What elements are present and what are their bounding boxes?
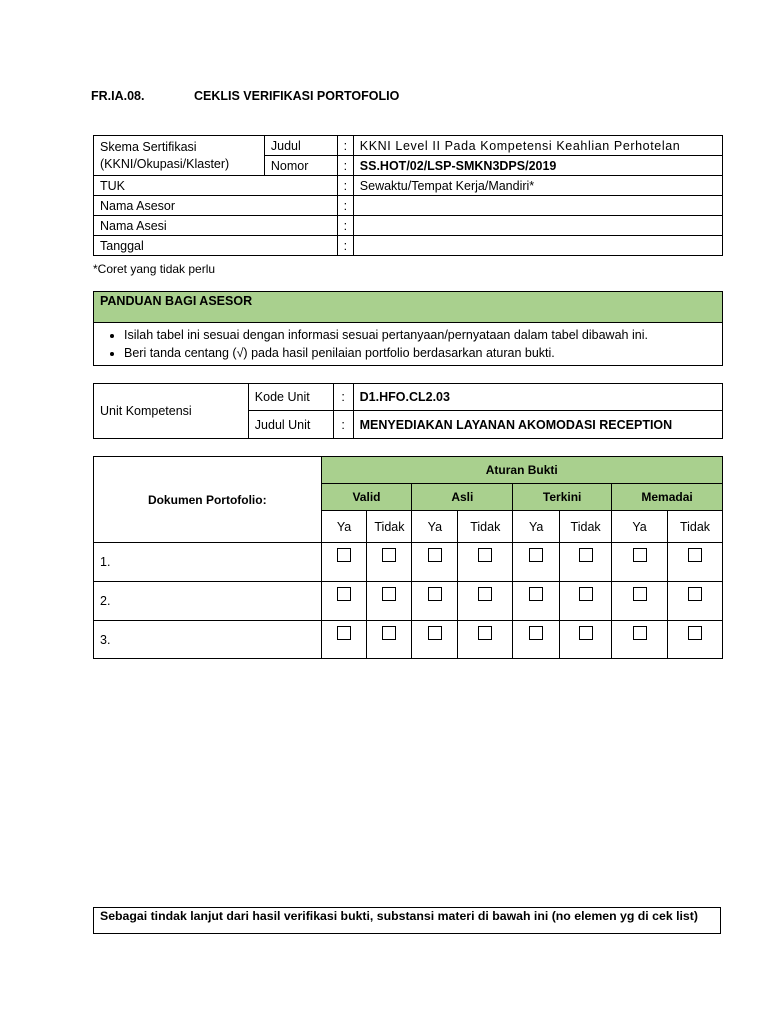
subheader-tidak-asli: Tidak [458, 511, 513, 543]
form-title: CEKLIS VERIFIKASI PORTOFOLIO [194, 89, 400, 103]
checkbox-asli-tidak[interactable] [478, 626, 492, 640]
checkbox-terkini-ya[interactable] [529, 626, 543, 640]
checkbox-memadai-ya[interactable] [633, 587, 647, 601]
check-cell [458, 543, 513, 582]
checkbox-valid-tidak[interactable] [382, 548, 396, 562]
doc-header: Dokumen Portofolio: [94, 457, 322, 543]
checkbox-memadai-tidak[interactable] [688, 548, 702, 562]
group-terkini: Terkini [513, 484, 612, 511]
check-cell [321, 582, 367, 621]
info-table [93, 135, 723, 256]
check-cell [612, 543, 668, 582]
tuk-label: TUK [94, 176, 338, 196]
group-valid: Valid [321, 484, 412, 511]
checkbox-valid-ya[interactable] [337, 626, 351, 640]
tanggal-label: Tanggal [94, 236, 338, 256]
colon: : [337, 156, 353, 176]
checkbox-terkini-ya[interactable] [529, 548, 543, 562]
check-cell [667, 582, 722, 621]
checkbox-terkini-tidak[interactable] [579, 548, 593, 562]
judul-value[interactable]: KKNI Level II Pada Kompetensi Keahlian Perhotelan [353, 136, 722, 156]
subheader-ya-asli: Ya [412, 511, 458, 543]
check-cell [612, 582, 668, 621]
asesor-value[interactable] [353, 196, 722, 216]
unit-label: Unit Kompetensi [94, 384, 249, 439]
unit-table [93, 383, 723, 439]
check-cell [367, 582, 412, 621]
skema-cell [94, 136, 265, 176]
check-cell [560, 621, 612, 659]
check-cell [412, 543, 458, 582]
check-cell [321, 543, 367, 582]
judul-unit-label: Judul Unit [248, 411, 333, 439]
checkbox-asli-tidak[interactable] [478, 587, 492, 601]
checkbox-terkini-tidak[interactable] [579, 587, 593, 601]
skema-sublabel: (KKNI/Okupasi/Klaster) [100, 156, 230, 171]
check-cell [458, 582, 513, 621]
panduan-list [100, 326, 716, 362]
check-cell [321, 621, 367, 659]
subheader-ya-terkini: Ya [513, 511, 560, 543]
footnote: *Coret yang tidak perlu [93, 262, 216, 276]
checkbox-memadai-ya[interactable] [633, 626, 647, 640]
nomor-value[interactable]: SS.HOT/02/LSP-SMKN3DPS/2019 [353, 156, 722, 176]
colon: : [333, 384, 353, 411]
nomor-label: Nomor [264, 156, 337, 176]
group-asli: Asli [412, 484, 513, 511]
colon: : [333, 411, 353, 439]
check-cell [513, 621, 560, 659]
followup-box [93, 907, 721, 934]
check-cell [367, 621, 412, 659]
check-cell [560, 543, 612, 582]
checkbox-asli-ya[interactable] [428, 626, 442, 640]
panduan-table [93, 291, 723, 366]
check-cell [412, 621, 458, 659]
row-number[interactable]: 2. [94, 582, 322, 621]
judul-unit-value[interactable]: MENYEDIAKAN LAYANAN AKOMODASI RECEPTION [353, 411, 722, 439]
checkbox-memadai-tidak[interactable] [688, 587, 702, 601]
row-number[interactable]: 3. [94, 621, 322, 659]
checkbox-valid-tidak[interactable] [382, 626, 396, 640]
checkbox-asli-ya[interactable] [428, 548, 442, 562]
subheader-tidak-memadai: Tidak [667, 511, 722, 543]
subheader-tidak-terkini: Tidak [560, 511, 612, 543]
colon: : [337, 196, 353, 216]
checkbox-terkini-ya[interactable] [529, 587, 543, 601]
tanggal-value[interactable] [353, 236, 722, 256]
check-cell [513, 582, 560, 621]
kode-unit-label: Kode Unit [248, 384, 333, 411]
colon: : [337, 216, 353, 236]
checkbox-memadai-tidak[interactable] [688, 626, 702, 640]
asesi-label: Nama Asesi [94, 216, 338, 236]
table-row [94, 621, 723, 659]
table-row [94, 543, 723, 582]
group-memadai: Memadai [612, 484, 723, 511]
row-number[interactable]: 1. [94, 543, 322, 582]
check-cell [458, 621, 513, 659]
checkbox-asli-ya[interactable] [428, 587, 442, 601]
subheader-ya-memadai: Ya [612, 511, 668, 543]
check-cell [667, 621, 722, 659]
panduan-body [94, 323, 723, 366]
check-cell [513, 543, 560, 582]
portfolio-table [93, 456, 723, 659]
followup-text: Sebagai tindak lanjut dari hasil verifikasi bukti, substansi materi di bawah ini (no elemen yg di cek list) [100, 909, 698, 923]
panduan-title: PANDUAN BAGI ASESOR [94, 292, 723, 323]
check-cell [367, 543, 412, 582]
subheader-tidak-valid: Tidak [367, 511, 412, 543]
table-row [94, 582, 723, 621]
checkbox-terkini-tidak[interactable] [579, 626, 593, 640]
check-cell [560, 582, 612, 621]
checkbox-valid-ya[interactable] [337, 587, 351, 601]
check-cell [667, 543, 722, 582]
asesi-value[interactable] [353, 216, 722, 236]
check-cell [412, 582, 458, 621]
checkbox-asli-tidak[interactable] [478, 548, 492, 562]
aturan-header: Aturan Bukti [321, 457, 722, 484]
check-cell [612, 621, 668, 659]
subheader-ya-valid: Ya [321, 511, 367, 543]
checkbox-memadai-ya[interactable] [633, 548, 647, 562]
panduan-item: • Beri tanda centang (√) pada hasil penilaian portfolio berdasarkan aturan bukti. [124, 344, 716, 362]
skema-label: Skema Sertifikasi [100, 139, 197, 154]
colon: : [337, 176, 353, 196]
colon: : [337, 236, 353, 256]
kode-unit-value[interactable]: D1.HFO.CL2.03 [353, 384, 722, 411]
form-code: FR.IA.08. [91, 89, 145, 103]
panduan-item: • Isilah tabel ini sesuai dengan informasi sesuai pertanyaan/pernyataan dalam tabel dibawah ini. [124, 326, 716, 344]
tuk-value[interactable]: Sewaktu/Tempat Kerja/Mandiri* [353, 176, 722, 196]
colon: : [337, 136, 353, 156]
checkbox-valid-tidak[interactable] [382, 587, 396, 601]
asesor-label: Nama Asesor [94, 196, 338, 216]
judul-label: Judul [264, 136, 337, 156]
checkbox-valid-ya[interactable] [337, 548, 351, 562]
